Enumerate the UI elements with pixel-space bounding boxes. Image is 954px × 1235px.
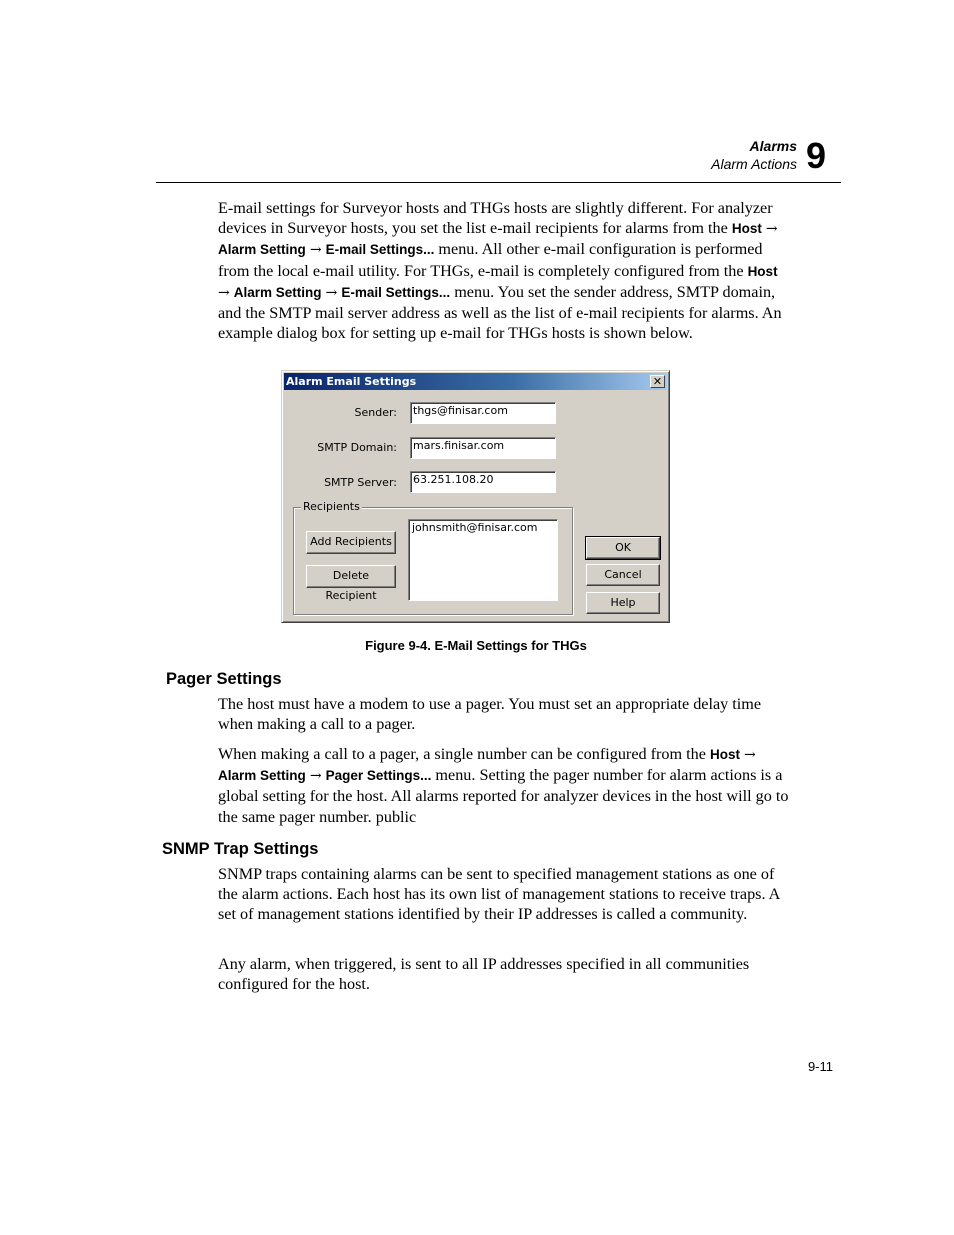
intro-text-2: menu. All other e-mail configuration is performed from the local e-mail utility. For THGs, e-mail is completely configured from the <box>218 240 763 280</box>
pager-paragraph-2 <box>218 744 790 827</box>
smtp-server-label: SMTP Server: <box>324 476 397 489</box>
chapter-title: Alarms <box>749 138 797 154</box>
arrow-glyph: → <box>744 747 756 763</box>
menu-email-settings: E-mail Settings... <box>341 284 451 300</box>
recipients-list[interactable] <box>408 519 558 601</box>
ok-button[interactable]: OK <box>586 537 660 559</box>
snmp-trap-settings-heading: SNMP Trap Settings <box>162 840 319 858</box>
menu-host: Host <box>709 747 740 762</box>
menu-host: Host <box>731 221 762 237</box>
menu-host: Host <box>747 263 778 279</box>
list-item[interactable]: johnsmith@finisar.com <box>412 521 538 534</box>
figure-caption: Figure 9-4. E-Mail Settings for THGs <box>365 638 587 653</box>
pager-text-2: menu. Setting the pager number for alarm actions is a global setting for the host. All alarms reported for analyzer devices in the host will go to the same pager number. public <box>218 766 789 826</box>
arrow-glyph: → <box>218 284 230 301</box>
arrow-glyph: → <box>309 768 322 785</box>
recipients-group-label: Recipients <box>303 500 360 513</box>
dialog-titlebar[interactable] <box>284 373 667 390</box>
intro-text-3: menu. You set the sender address, SMTP domain, and the SMTP mail server address as well as the list of e-mail recipients for alarms. An example dialog box for setting up e-mail for THGs hosts is shown below. <box>218 282 782 343</box>
arrow-glyph: → <box>325 284 338 301</box>
menu-pager-settings: Pager Settings... <box>325 768 432 784</box>
intro-text-1: E-mail settings for Surveyor hosts and THGs hosts are slightly different. For analyzer devices in Surveyor hosts, you set the list e-mail recipients for alarms from the <box>218 199 773 238</box>
snmp-paragraph-2: Any alarm, when triggered, is sent to all IP addresses specified in all communities configured for the host. <box>218 955 750 994</box>
menu-alarm-setting: Alarm Setting <box>218 242 306 258</box>
smtp-domain-input[interactable]: mars.finisar.com <box>410 437 556 459</box>
arrow-glyph: → <box>309 242 322 259</box>
add-recipients-button[interactable]: Add Recipients <box>306 531 396 554</box>
smtp-domain-label: SMTP Domain: <box>317 441 397 454</box>
section-title: Alarm Actions <box>711 156 797 172</box>
chapter-number: 9 <box>806 135 827 176</box>
intro-paragraph <box>218 198 790 343</box>
close-icon[interactable]: ✕ <box>650 375 665 388</box>
page-number: 9-11 <box>807 1059 833 1074</box>
smtp-server-input[interactable]: 63.251.108.20 <box>410 471 556 493</box>
header-rule <box>156 182 841 183</box>
pager-text-1: When making a call to a pager, a single number can be configured from the <box>218 745 710 763</box>
cancel-button[interactable]: Cancel <box>586 564 660 586</box>
menu-alarm-setting: Alarm Setting <box>233 284 322 300</box>
snmp-paragraph-1: SNMP traps containing alarms can be sent to specified management stations as one of the alarm actions. Each host has its own list of management stations to receive traps. A set of management stations identified by their IP addresses is called a community. <box>218 865 780 924</box>
sender-label: Sender: <box>354 406 397 419</box>
pager-settings-heading: Pager Settings <box>166 670 282 688</box>
dialog-title: Alarm Email Settings <box>286 375 417 388</box>
delete-recipient-button[interactable]: Delete Recipient <box>306 565 396 588</box>
sender-input[interactable]: thgs@finisar.com <box>410 402 556 424</box>
arrow-glyph: → <box>765 221 778 238</box>
menu-alarm-setting: Alarm Setting <box>218 768 306 784</box>
help-button[interactable]: Help <box>586 592 660 614</box>
alarm-email-settings-dialog <box>281 370 670 623</box>
menu-email-settings: E-mail Settings... <box>325 242 435 258</box>
pager-paragraph-1: The host must have a modem to use a pager. You must set an appropriate delay time when making a call to a pager. <box>218 695 762 734</box>
